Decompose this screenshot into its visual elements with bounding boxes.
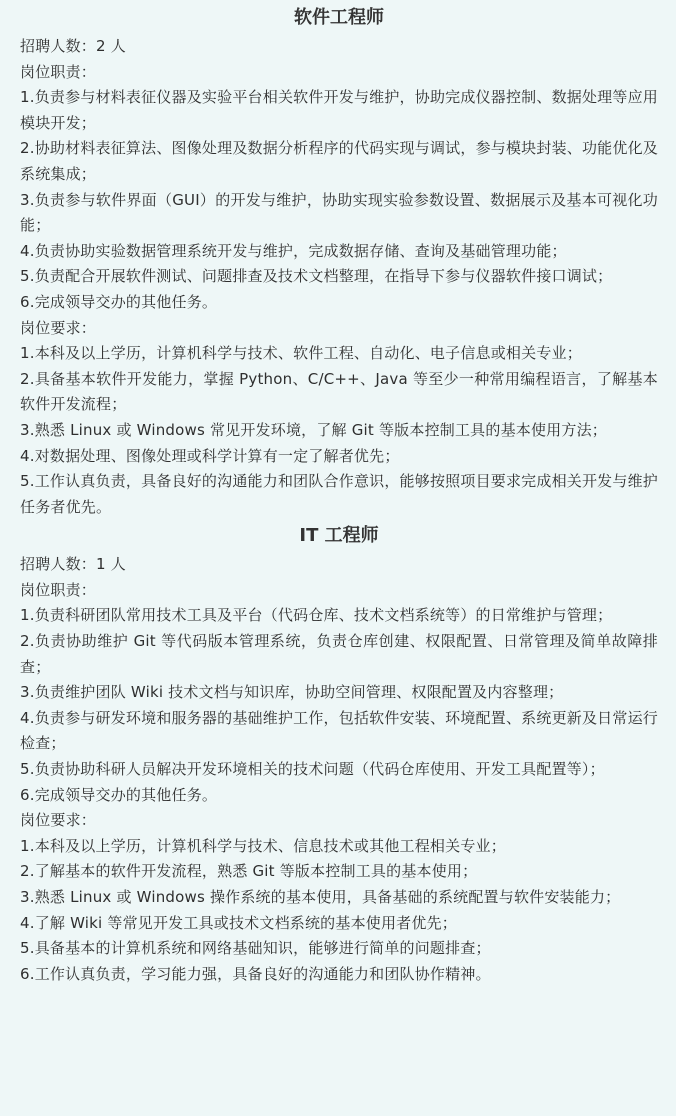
job-section-software-engineer: [20, 4, 658, 520]
duty-item: 3.负责参与软件界面（GUI）的开发与维护，协助实现实验参数设置、数据展示及基本可视化功能；: [20, 190, 658, 235]
job-title: IT 工程师: [299, 525, 379, 547]
duty-item: 6.完成领导交办的其他任务。: [20, 292, 218, 311]
duty-item: 1.负责科研团队常用技术工具及平台（代码仓库、技术文档系统等）的日常维护与管理；: [20, 606, 613, 625]
duties-label: 岗位职责：: [20, 62, 97, 81]
requirements-label: 岗位要求：: [20, 318, 97, 337]
job-posting-document: [0, 4, 676, 1116]
headcount: 招聘人数：1 人: [20, 555, 126, 574]
requirement-item: 5.工作认真负责，具备良好的沟通能力和团队合作意识，能够按照项目要求完成相关开发与维护任务者优先。: [20, 472, 658, 516]
requirement-item: 4.了解 Wiki 等常见开发工具或技术文档系统的基本使用者优先；: [20, 913, 457, 932]
requirement-item: 6.工作认真负责，学习能力强，具备良好的沟通能力和团队协作精神。: [20, 964, 491, 983]
requirements-label: 岗位要求：: [20, 811, 97, 830]
headcount: 招聘人数：2 人: [20, 37, 126, 55]
requirement-item: 2.具备基本软件开发能力，掌握 Python、C/C++、Java 等至少一种常用编程语言，了解基本软件开发流程；: [20, 369, 658, 414]
requirement-item: 1.本科及以上学历，计算机科学与技术、信息技术或其他工程相关专业；: [20, 836, 506, 855]
duty-item: 3.负责维护团队 Wiki 技术文档与知识库，协助空间管理、权限配置及内容整理；: [20, 683, 564, 702]
duty-item: 2.协助材料表征算法、图像处理及数据分析程序的代码实现与调试，参与模块封装、功能优化及系统集成；: [20, 139, 658, 183]
duty-item: 2.负责协助维护 Git 等代码版本管理系统，负责仓库创建、权限配置、日常管理及简单故障排查；: [20, 632, 658, 676]
duties-label: 岗位职责：: [20, 580, 97, 599]
duty-item: 5.负责配合开展软件测试、问题排查及技术文档整理，在指导下参与仪器软件接口调试；: [20, 267, 613, 286]
requirement-item: 1.本科及以上学历，计算机科学与技术、软件工程、自动化、电子信息或相关专业；: [20, 344, 582, 363]
requirement-item: 3.熟悉 Linux 或 Windows 常见开发环境，了解 Git 等版本控制工具的基本使用方法；: [20, 420, 607, 439]
duty-item: 4.负责参与研发环境和服务器的基础维护工作，包括软件安装、环境配置、系统更新及日常运行检查；: [20, 708, 658, 753]
requirement-item: 4.对数据处理、图像处理或科学计算有一定了解者优先；: [20, 446, 400, 465]
duty-item: 5.负责协助科研人员解决开发环境相关的技术问题（代码仓库使用、开发工具配置等）；: [20, 760, 605, 779]
requirement-item: 2.了解基本的软件开发流程，熟悉 Git 等版本控制工具的基本使用；: [20, 862, 478, 881]
duty-item: 4.负责协助实验数据管理系统开发与维护，完成数据存储、查询及基础管理功能；: [20, 241, 567, 260]
duty-item: 6.完成领导交办的其他任务。: [20, 785, 218, 804]
requirement-item: 5.具备基本的计算机系统和网络基础知识，能够进行简单的问题排查；: [20, 939, 491, 958]
requirement-item: 3.熟悉 Linux 或 Windows 操作系统的基本使用，具备基础的系统配置与软件安装能力；: [20, 888, 621, 906]
job-section-it-engineer: [20, 522, 658, 987]
job-title: 软件工程师: [294, 7, 384, 28]
duty-item: 1.负责参与材料表征仪器及实验平台相关软件开发与维护，协助完成仪器控制、数据处理等应用模块开发；: [20, 88, 658, 132]
